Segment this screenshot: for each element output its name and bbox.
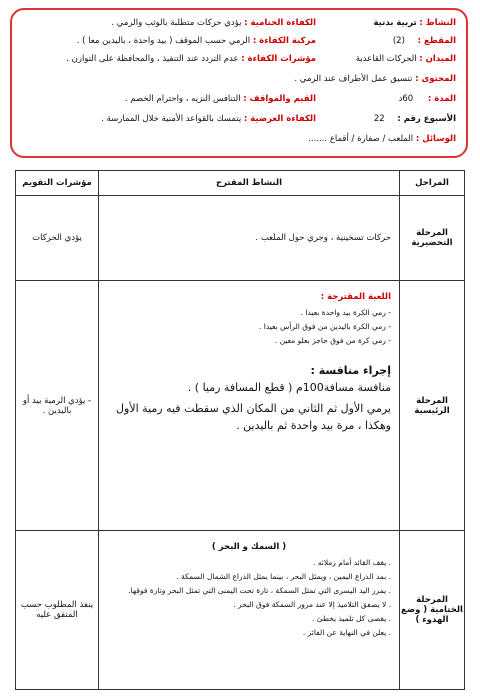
competition-line: منافسة مسافة100م ( قطع المسافة رميا ) . [187,381,391,394]
indicator-cell: يؤدي الحركات [16,196,99,281]
competition-title: إجراء منافسة : [310,364,391,377]
list-item: . يقصى كل تلميذ يخطئ . [311,614,391,623]
list-item: . يعلن في النهاية عن الفائز . [302,628,391,637]
competence-component-field: مركبة الكفاءة : الرمي حسب الموقف ( بيد واحدة ، باليدين معا ) . [76,36,316,46]
competition-line: يرمي الأول ثم الثاني من المكان الذي سقطت فيه رمية الأول [116,402,391,415]
segment-field: المقطع : (2) [392,36,456,46]
indicator-cell: ينفذ المطلوب حسب المتفق عليه [16,531,99,690]
lesson-info-card [10,8,468,158]
drill-item: - رمي الكرة بيد واحدة بعيدا . [300,308,391,317]
activity-cell [99,196,400,281]
competence-indicators-field: مؤشرات الكفاءة : عدم التردد عند التنفيذ ، والمحافظة على التوازن . [66,54,316,64]
table-row [16,531,465,690]
list-item: . يمرر اليد اليسرى التي تمثل السمكة ، تارة تحت اليمنى التي تمثل البحر وتارة فوقها. [128,586,391,595]
drill-item: - رمي الكرة باليدين من فوق الرأس بعيدا . [258,322,391,331]
means-field: الوسائل : الملعب / صفارة / أقماع ....... [308,134,456,144]
field-field: الميدان : الحركات القاعدية [355,54,456,64]
game-title: اللعبة المقترحة : [320,292,391,302]
week-field: الأسبوع رقم : 22 [373,114,456,124]
duration-field: المدة : 60د [398,94,456,104]
table-row [16,281,465,531]
phase-cell: المرحلة الختامية ( وضع الهدوء ) [400,531,465,690]
activity-field: النشاط : تربية بدنية [373,18,456,28]
phase-cell: المرحلة الرئيسية [400,281,465,531]
header-indicators: مؤشرات التقويم [16,171,99,196]
indicator-cell: - يؤدي الرمية بيد أو باليدين . [16,281,99,531]
lesson-plan-table [15,170,465,690]
header-phases: المراحل [400,171,465,196]
drill-item: - رمي كرة من فوق حاجز بعلو معين . [274,336,391,345]
cross-competence-field: الكفاءة العرضية : يتمسك بالقواعد الأمنية خلال الممارسة . [101,114,316,124]
list-item: . يقف القائد أمام زملائه . [312,558,391,567]
phase-cell: المرحلة التحضيرية [400,196,465,281]
values-field: القيم والمواقف : التنافس النزيه ، واحترام الخصم . [124,94,316,104]
game-title: ( السمك و البحر ) [211,542,287,552]
activity-cell [99,531,400,690]
list-item: . بمد الذراع اليمين ، ويمثل البحر ، بينما يمثل الذراع الشمال السمكة . [176,572,391,581]
table-row [16,196,465,281]
table-header-row [16,171,465,196]
activity-text: حركات تسخينية ، وجري حول الملعب . [255,233,391,243]
header-activity: النشاط المقترح [99,171,400,196]
competition-line: وهكذا ، مرة بيد واحدة ثم باليدين . [236,419,391,432]
content-field: المحتوى : تنسيق عمل الأطراف عند الرمي . [294,74,456,84]
activity-cell [99,281,400,531]
list-item: . لا يصفق التلاميذ إلا عند مرور السمكة فوق البحر . [233,600,391,609]
final-competence-field: الكفاءة الختامية : يؤدي حركات متطلبة بالوثب والرمي . [111,18,316,28]
